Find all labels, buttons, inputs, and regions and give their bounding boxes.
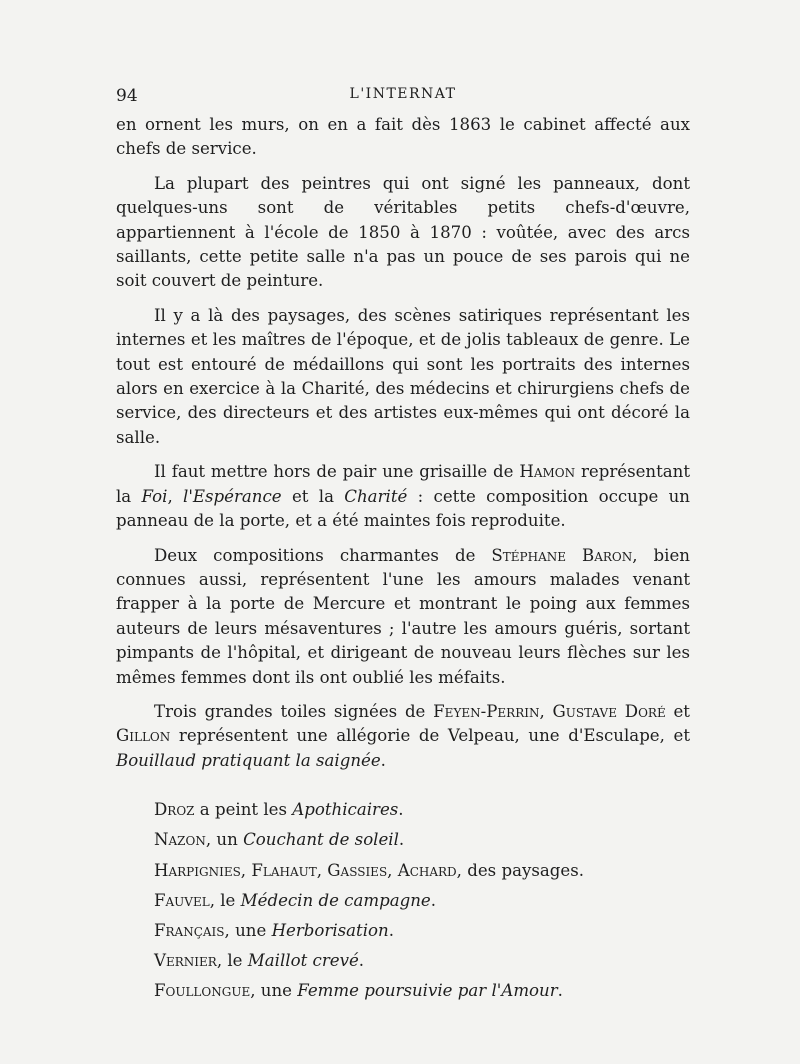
text-run: .	[557, 981, 563, 1001]
list-item	[154, 886, 690, 916]
artist-name: Hamon	[519, 462, 576, 482]
list-item	[154, 825, 690, 855]
text-run: et la	[281, 486, 345, 506]
list-item	[154, 976, 690, 1006]
text-run: .	[358, 951, 365, 971]
text-run: représentent une allégorie de Velpeau, une d'Esculape, et	[170, 726, 690, 746]
paragraph	[116, 460, 690, 533]
artist-list	[116, 795, 690, 1006]
text-run: représentant la	[116, 462, 691, 506]
page-number: 94	[116, 86, 138, 106]
text-run: .	[380, 750, 386, 770]
artist-name: Stéphane Baron	[491, 545, 633, 565]
text-run: , bien connues aussi, représentent l'une les amours malades venant frapper à la porte de Mercure et montrant le poing aux femmes auteurs de leurs mésaventures ; l'autre les amours guéris, sortant pimpants de l'hôpital, et dirigeant de nouveau leurs flèches sur les mêmes femmes dont ils ont oublié les méfaits.	[116, 545, 690, 687]
work-title: Médecin de campagne	[240, 890, 431, 910]
text-run: Il faut mettre hors de pair une grisaille de	[154, 462, 520, 482]
paragraph: Il y a là des paysages, des scènes satiriques représentant les internes et les maîtres de l'époque, et de jolis tableaux de genre. Le tout est entouré de médaillons qui sont les portraits des internes alors en exercice à la Charité, des médecins et chirurgiens chefs de service, des directeurs et des artistes eux-mêmes qui ont décoré la salle.	[116, 305, 690, 447]
text-run: .	[388, 920, 394, 940]
text-run: .	[398, 830, 405, 850]
text-run: ,	[167, 486, 184, 506]
text-run: .	[430, 890, 437, 910]
artist-name: Fauvel	[154, 890, 210, 910]
artist-name: Foullongue	[154, 981, 251, 1001]
running-title: L'INTERNAT	[349, 86, 457, 102]
text-run: , le	[209, 890, 241, 910]
work-title: l'Espérance	[183, 486, 282, 506]
work-title: Femme poursuivie par l'Amour	[297, 981, 558, 1001]
paragraph-continued: en ornent les murs, on en a fait dès 1863 le cabinet affecté aux chefs de service.	[116, 115, 690, 159]
artist-name: Harpignies, Flahaut, Gassies, Achard	[154, 860, 457, 880]
list-item	[154, 946, 690, 976]
paragraph	[116, 700, 690, 773]
artist-name: Droz	[154, 800, 195, 820]
artist-name: Français	[154, 920, 225, 940]
text-run: , un	[205, 830, 244, 850]
artist-name: Gillon	[116, 726, 171, 746]
work-title: Foi	[141, 486, 168, 506]
text-run: ,	[539, 701, 553, 721]
text-run: .	[398, 800, 404, 820]
work-title: Bouillaud pratiquant la saignée	[116, 750, 381, 770]
work-title: Charité	[344, 486, 408, 506]
text-run: a peint les	[194, 800, 293, 820]
text-run: , une	[224, 920, 272, 940]
paragraph	[116, 544, 690, 690]
artist-name: Nazon	[154, 830, 206, 850]
work-title: Apothicaires	[292, 800, 399, 820]
text-run: , une	[250, 981, 298, 1001]
artist-name: Feyen-Perrin	[433, 701, 540, 721]
text-run: Deux compositions charmantes de	[154, 545, 492, 565]
page-header	[116, 86, 690, 108]
work-title: Herborisation	[271, 920, 389, 940]
artist-name: Vernier	[154, 951, 217, 971]
text-run: , le	[216, 951, 248, 971]
text-run: , des paysages.	[456, 860, 584, 880]
artist-name: Gustave Doré	[552, 701, 666, 721]
list-item	[154, 856, 690, 886]
work-title: Maillot crevé	[247, 951, 359, 971]
work-title: Couchant de soleil	[243, 830, 399, 850]
text-run: : cette composition occupe un panneau de la porte, et a été maintes fois reproduite.	[116, 486, 690, 531]
paragraph: La plupart des peintres qui ont signé les panneaux, dont quelques-uns sont de véritables petits chefs-d'œuvre, appartiennent à l'école de 1850 à 1870 : voûtée, avec des arcs saillants, cette petite salle n'a pas un pouce de ses parois qui ne soit couvert de peinture.	[116, 173, 690, 291]
page-body	[116, 113, 690, 1007]
list-item	[154, 795, 690, 825]
text-run: Trois grandes toiles signées de	[154, 701, 434, 721]
text-run: et	[665, 701, 690, 721]
list-item	[154, 916, 690, 946]
